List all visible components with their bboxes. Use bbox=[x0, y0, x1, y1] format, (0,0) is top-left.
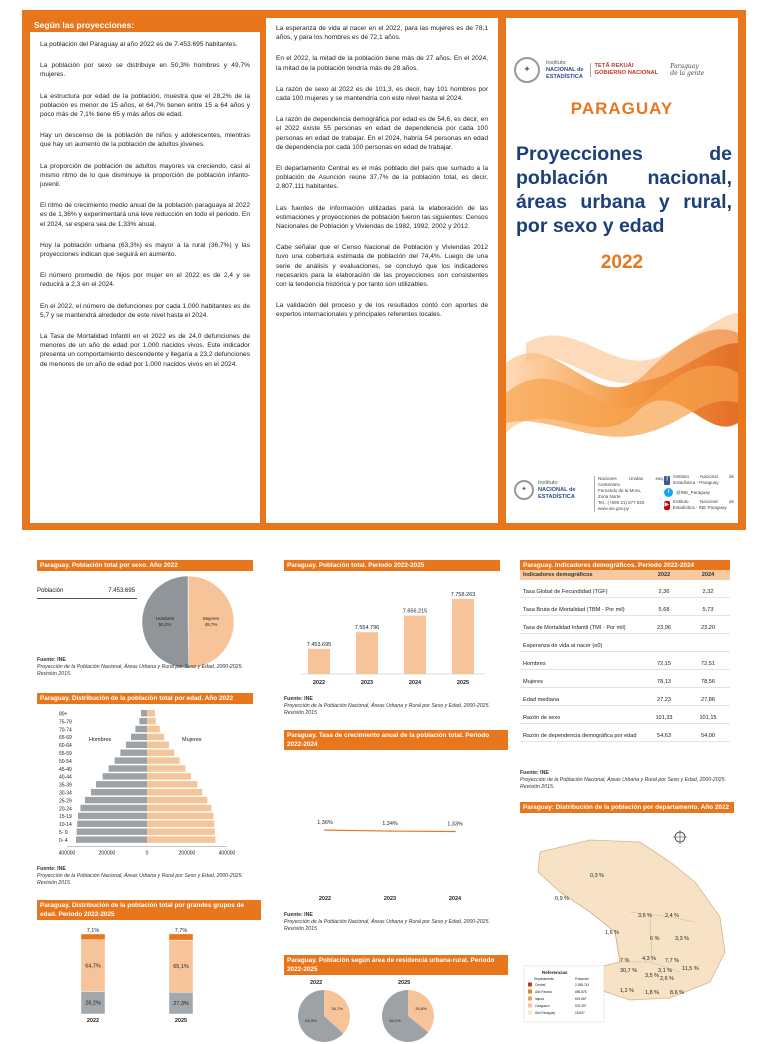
contact-line3: Zona Norte bbox=[598, 494, 621, 499]
urban-rural-year-2022: 2022 bbox=[310, 980, 323, 986]
urban-rural-label: 63,3% bbox=[305, 1017, 317, 1023]
bar-value-label: 7.758.263 bbox=[450, 591, 476, 598]
table-row bbox=[520, 598, 730, 616]
department-pct-label: 4,3 % bbox=[642, 956, 657, 962]
bar-value-label: 7.656.215 bbox=[402, 608, 428, 615]
pyramid-bar-hombres bbox=[96, 781, 147, 787]
pyramid-bar-hombres bbox=[91, 789, 147, 795]
source-label: Fuente: INE bbox=[37, 657, 66, 663]
pyramid-bar-hombres bbox=[85, 797, 147, 803]
source-label: Fuente: INE bbox=[37, 866, 66, 872]
population-row-label: Población bbox=[37, 588, 64, 594]
indicator-value: 23,96 bbox=[642, 616, 686, 634]
pyramid-bar-hombres bbox=[131, 734, 147, 740]
brochure-top-spread bbox=[22, 10, 746, 530]
age-tick-label: 25-29 bbox=[59, 798, 72, 805]
source-label: Fuente: INE bbox=[520, 770, 549, 776]
contact-line5[interactable]: www.ine.gov.py bbox=[598, 506, 629, 511]
col2-paragraphs bbox=[276, 24, 488, 320]
x-tick-label: 200000 bbox=[178, 850, 196, 857]
indicator-value: 2,36 bbox=[642, 580, 686, 598]
social3-label: Instituto Nacional de Estadística - INE Paraguay bbox=[672, 499, 734, 510]
population-row-value: 7.453.695 bbox=[108, 588, 135, 594]
indicators-table bbox=[520, 570, 730, 742]
contact-line2: Fernando de la Mora, bbox=[598, 488, 642, 493]
source-text: Proyección de la Población Nacional, Áreas Urbana y Rural por Sexo y Edad, 2000-2025. Revisión 2015. bbox=[284, 919, 490, 932]
indicator-value: 78,13 bbox=[642, 670, 686, 688]
source-indicators bbox=[520, 770, 730, 791]
social1-label: Instituto Nacional de Estadística - Paraguay bbox=[673, 474, 734, 485]
legend-department: Itapúa bbox=[535, 997, 544, 1001]
panel-title-pie-sex: Paraguay. Población total por sexo. Año 2022 bbox=[37, 560, 253, 571]
paragraph: La población del Paraguay al año 2022 es de 7.453.695 habitantes. bbox=[40, 41, 238, 48]
paragraph: Las fuentes de información utilizadas para la elaboración de las estimaciones y proyecciones de población fueron las siguientes: Censos Nacionales de Población y Viviendas de 1982, 1992, 2002 y 2012. bbox=[276, 204, 488, 231]
legend-swatch bbox=[528, 983, 532, 987]
ine-seal-small-icon: ✦ bbox=[514, 480, 534, 500]
indicator-value: 5,68 bbox=[642, 598, 686, 616]
growth-point bbox=[324, 829, 326, 831]
indicator-label: Edad mediana bbox=[520, 688, 642, 706]
legend-swatch bbox=[528, 1011, 532, 1015]
indicator-value bbox=[642, 634, 686, 652]
paragraph: Hay un descenso de la población de niños y adolescentes, mientras que hay un aumento de la población de adultos jóvenes. bbox=[40, 132, 250, 149]
pyramid-bar-mujeres bbox=[147, 765, 185, 771]
x-tick-label: 2025 bbox=[174, 1018, 188, 1024]
table-row bbox=[520, 634, 730, 652]
pyramid-bar-mujeres bbox=[147, 757, 180, 763]
facebook-icon: f bbox=[664, 476, 670, 485]
source-label: Fuente: INE bbox=[284, 912, 313, 918]
pyramid-bar-mujeres bbox=[147, 726, 160, 732]
segment-label: 65,1% bbox=[173, 964, 189, 971]
orange-wave-graphic bbox=[506, 303, 738, 463]
ine-logo-small bbox=[538, 480, 576, 501]
ine-small-line3: ESTADÍSTICA bbox=[538, 494, 575, 500]
x-tick-label: 2025 bbox=[456, 680, 470, 686]
ine-logo-text bbox=[546, 60, 584, 81]
age-tick-label: 65-69 bbox=[59, 735, 72, 742]
bar bbox=[452, 599, 474, 674]
paragraph: La población por sexo se distribuye en 50,3% hombres y 49,7% mujeres. bbox=[40, 62, 250, 79]
cover-panel bbox=[506, 18, 738, 523]
script-line1: Paraguay bbox=[670, 63, 699, 70]
bar bbox=[404, 616, 426, 674]
pyramid-left-label: Hombres bbox=[89, 737, 112, 743]
panel-title-pyramid: Paraguay. Distribución de la población total por edad. Año 2022 bbox=[37, 693, 253, 704]
x-tick-label: 2022 bbox=[318, 896, 332, 902]
paragraph: En el 2022, la mitad de la población tiene más de 27 años. En el 2024, la mitad de la población tendría más de 28 años. bbox=[276, 55, 488, 72]
panel-title-indicators: Paraguay. Indicadores demográficos. Periodo 2022-2024 bbox=[520, 560, 730, 571]
pyramid-bar-mujeres bbox=[147, 821, 214, 827]
growth-value-label: 1,33% bbox=[447, 821, 463, 828]
bar-value-label: 7.453.695 bbox=[306, 641, 332, 648]
projections-column-1 bbox=[30, 18, 260, 523]
indicator-value: 27,86 bbox=[686, 688, 730, 706]
source-growth bbox=[284, 912, 504, 933]
source-text: Proyección de la Población Nacional, Áreas Urbana y Rural por Sexo y Edad, 2000-2025. Revisión 2015. bbox=[520, 777, 726, 790]
x-tick-label: 400000 bbox=[58, 850, 76, 857]
pie-value-label: 50,3% bbox=[158, 622, 172, 628]
department-pct-label: 1,6 % bbox=[605, 930, 620, 936]
segment-label: 27,3% bbox=[173, 1001, 189, 1008]
government-logo bbox=[590, 63, 659, 77]
legend-value: 856.878 bbox=[575, 990, 587, 994]
pyramid-bar-mujeres bbox=[147, 742, 169, 748]
indicator-value: 101,33 bbox=[642, 706, 686, 724]
social2-label: @INE_Paraguay bbox=[676, 489, 710, 495]
pyramid-bar-mujeres bbox=[147, 836, 215, 842]
compass-cross-icon bbox=[673, 830, 687, 844]
department-pct-label: 30,7 % bbox=[620, 968, 638, 974]
map-legend-header: Población bbox=[575, 977, 589, 981]
age-tick-label: 70-74 bbox=[59, 727, 72, 734]
line-chart-growth-rate bbox=[290, 760, 490, 908]
legend-value: 576.397 bbox=[575, 1004, 587, 1008]
publication-year: 2022 bbox=[600, 252, 644, 273]
pyramid-bar-hombres bbox=[139, 718, 147, 724]
pyramid-bar-hombres bbox=[77, 829, 147, 835]
panel-title-growth: Paraguay. Tasa de crecimiento anual de la población total. Periodo 2022-2024 bbox=[284, 730, 508, 750]
source-pyramid bbox=[37, 866, 262, 887]
indicator-value bbox=[686, 634, 730, 652]
paragraph: Hoy la población urbana (63,3%) es mayor a la rural (36,7%) y las proyecciones indican que seguirá en aumento. bbox=[40, 241, 250, 259]
indicator-value: 2,32 bbox=[686, 580, 730, 598]
source-text: Proyección de la Población Nacional, Áreas Urbana y Rural por Sexo y Edad, 2000-2025. Revisión 2015. bbox=[284, 703, 490, 716]
paragraph: La Tasa de Mortalidad Infantil en el 2022 es de 24,0 defunciones de menores de un año de edad por 1.000 nacidos vivos. Este indicador presenta un comportamiento descendente y llegaría a 23,2 defunciones de menores de un año de edad por 1.000 nacidos vivos en el 2024. bbox=[40, 333, 250, 368]
indicator-value: 54,00 bbox=[686, 724, 730, 742]
x-tick-label: 2023 bbox=[360, 680, 374, 686]
paragraph: El departamento Central es el más poblado del país que sumado a la población de Asunción reúne 37,7% de la población total, es decir, 2.807.111 habitantes. bbox=[276, 165, 488, 191]
stacked-bar-age-groups bbox=[37, 926, 262, 1024]
age-tick-label: 80+ bbox=[59, 711, 68, 718]
legend-swatch bbox=[528, 990, 532, 994]
pyramid-bar-hombres bbox=[115, 757, 147, 763]
indicator-label: Tasa de Mortalidad Infantil (TMI - Por mil) bbox=[520, 616, 642, 634]
table-row bbox=[520, 616, 730, 634]
table-header-2024: 2024 bbox=[686, 570, 730, 580]
source-text: Proyección de la Población Nacional, Áreas Urbana y Rural por Sexo y Edad, 2000-2025. Revisión 2015. bbox=[37, 664, 243, 677]
segment-label: 7,1% bbox=[86, 928, 100, 934]
x-tick-label: 2022 bbox=[312, 680, 326, 686]
ine-line2: NACIONAL de bbox=[546, 66, 584, 73]
pyramid-bar-hombres bbox=[78, 813, 147, 819]
indicator-value: 54,63 bbox=[642, 724, 686, 742]
age-tick-label: 15-19 bbox=[59, 814, 72, 821]
youtube-icon: ▶ bbox=[664, 501, 670, 508]
table-header-2022: 2022 bbox=[642, 570, 686, 580]
age-tick-label: 35-39 bbox=[59, 782, 72, 789]
urban-rural-year-2025: 2025 bbox=[398, 980, 411, 986]
legend-swatch bbox=[528, 997, 532, 1001]
indicator-value: 72,15 bbox=[642, 652, 686, 670]
department-pct-label: 2,4 % bbox=[665, 913, 680, 919]
pyramid-bar-mujeres bbox=[147, 829, 215, 835]
department-pct-label: 3,6 % bbox=[638, 913, 653, 919]
youtube-link[interactable] bbox=[664, 499, 734, 511]
segment-label: 7,7% bbox=[174, 927, 188, 934]
bar bbox=[356, 632, 378, 674]
x-tick-label: 0 bbox=[145, 850, 149, 857]
publication-title: Proyecciones de población nacional, áreas urbana y rural, por sexo y edad bbox=[516, 143, 732, 237]
gov-line2: GOBIERNO NACIONAL bbox=[594, 70, 659, 76]
urban-rural-label: 36,7% bbox=[331, 1006, 343, 1012]
department-pct-label: 1,8 % bbox=[645, 990, 660, 996]
x-tick-label: 2024 bbox=[448, 896, 462, 902]
ine-line3: ESTADÍSTICA bbox=[546, 73, 583, 80]
ine-small-line2: NACIONAL de bbox=[538, 487, 576, 493]
source-text: Proyección de la Población Nacional, Áreas Urbana y Rural por Sexo y Edad, 2000-2025. Revisión 2015. bbox=[37, 873, 243, 886]
department-pct-label: 6 % bbox=[650, 936, 660, 942]
age-tick-label: 20-24 bbox=[59, 806, 72, 813]
x-tick-label: 200000 bbox=[98, 850, 116, 857]
indicator-value: 72,51 bbox=[686, 652, 730, 670]
contact-block bbox=[594, 476, 664, 512]
pyramid-bar-mujeres bbox=[147, 710, 155, 716]
pyramid-bar-mujeres bbox=[147, 718, 156, 724]
age-tick-label: 55-59 bbox=[59, 751, 72, 757]
pyramid-bar-hombres bbox=[120, 750, 147, 756]
indicator-value: 101,15 bbox=[686, 706, 730, 724]
segment-label: 28,2% bbox=[85, 1000, 101, 1007]
indicator-label: Tasa Global de Fecundidad (TGF) bbox=[520, 580, 642, 598]
stacked-segment-65+ bbox=[169, 934, 193, 940]
department-pct-label: 7 % bbox=[620, 958, 630, 964]
legend-value: 18.837 bbox=[575, 1011, 585, 1015]
x-tick-label: 400000 bbox=[218, 850, 236, 857]
department-pct-label: 1,2 % bbox=[620, 988, 635, 994]
source-total-pop bbox=[284, 696, 504, 717]
twitter-link[interactable] bbox=[664, 488, 734, 497]
paragraph: La esperanza de vida al nacer en el 2022, para las mujeres es de 78,1 años, y para los hombres es de 72,1 años. bbox=[276, 25, 488, 42]
x-tick-label: 2023 bbox=[383, 896, 397, 902]
x-tick-label: 2022 bbox=[86, 1018, 100, 1024]
urban-rural-label: 35,8% bbox=[415, 1005, 427, 1011]
projections-column-2 bbox=[266, 18, 498, 523]
paragraph: La estructura por edad de la población, muestra que el 28,2% de la población es menor de 15 años, el 64,7% tienen entre 15 a 64 años y poco más de 7,1% tiene 65 y más años de edad. bbox=[40, 92, 250, 119]
department-pct-label: 0,3 % bbox=[590, 873, 605, 879]
department-pct-label: 2,6 % bbox=[660, 976, 675, 982]
panel-title-map: Paraguay: Distribución de la población por departamento. Año 2022 bbox=[520, 802, 734, 813]
pyramid-bar-mujeres bbox=[147, 773, 191, 779]
pyramid-bar-hombres bbox=[135, 726, 147, 732]
pyramid-bar-hombres bbox=[80, 805, 147, 811]
pyramid-bar-hombres bbox=[109, 765, 147, 771]
indicator-value: 78,56 bbox=[686, 670, 730, 688]
age-tick-label: 40-44 bbox=[59, 774, 72, 781]
pie-urban-rural-2025 bbox=[380, 988, 436, 1044]
department-pct-label: 8,6 % bbox=[670, 990, 685, 996]
pyramid-bar-hombres bbox=[77, 821, 147, 827]
social-block bbox=[664, 474, 734, 511]
pyramid-bar-mujeres bbox=[147, 789, 202, 795]
panel-title-urban-rural: Paraguay. Población según área de residencia urbana-rural. Periodo 2022-2025 bbox=[284, 955, 508, 975]
growth-point bbox=[389, 830, 391, 832]
gov-line1: TETÃ REKUÁI bbox=[594, 63, 634, 69]
department-map bbox=[520, 822, 732, 1024]
paraguay-brand-logo bbox=[670, 63, 704, 77]
back-cover-footer bbox=[514, 468, 734, 518]
stacked-segment-65+ bbox=[81, 934, 105, 940]
table-row bbox=[520, 724, 730, 742]
pie-urban-rural-2022 bbox=[296, 988, 352, 1044]
table-row bbox=[520, 580, 730, 598]
legend-department: Central bbox=[535, 983, 546, 987]
paragraph: La validación del proceso y de los resultados contó con aportes de expertos internacionales y principales referentes locales. bbox=[276, 302, 488, 319]
growth-value-label: 1,34% bbox=[382, 821, 398, 828]
age-tick-label: 60-64 bbox=[59, 743, 72, 750]
twitter-icon: t bbox=[664, 488, 673, 497]
pyramid-bar-mujeres bbox=[147, 805, 211, 811]
source-pie-sex bbox=[37, 657, 262, 678]
table-header-row bbox=[520, 570, 730, 580]
pyramid-bar-mujeres bbox=[147, 797, 207, 803]
legend-department: Caaguazú bbox=[535, 1004, 550, 1008]
pyramid-bar-mujeres bbox=[147, 750, 174, 756]
x-tick-label: 2024 bbox=[408, 680, 422, 686]
bar-chart-total-population bbox=[290, 574, 490, 694]
indicator-label: Esperanza de vida al nacer (e0) bbox=[520, 634, 642, 652]
pyramid-bar-mujeres bbox=[147, 781, 197, 787]
table-row bbox=[520, 706, 730, 724]
facebook-link[interactable] bbox=[664, 474, 734, 486]
bar-value-label: 7.554.796 bbox=[354, 625, 380, 632]
indicator-label: Mujeres bbox=[520, 670, 642, 688]
source-label: Fuente: INE bbox=[284, 696, 313, 702]
indicator-value: 27,23 bbox=[642, 688, 686, 706]
pyramid-bar-hombres bbox=[126, 742, 147, 748]
pyramid-bar-mujeres bbox=[147, 813, 213, 819]
department-pct-label: 3,1 % bbox=[658, 968, 673, 974]
growth-value-label: 1,36% bbox=[317, 820, 333, 827]
paragraph: La proporción de población de adultos mayores va creciendo, casi al mismo ritmo de lo que disminuye la proporción de población infanto-juvenil. bbox=[40, 162, 250, 189]
col1-paragraphs bbox=[40, 40, 250, 369]
indicator-label: Hombres bbox=[520, 652, 642, 670]
indicator-label: Razón de dependencia demográfica por edad bbox=[520, 724, 642, 742]
bar bbox=[308, 649, 330, 674]
department-pct-label: 7,7 % bbox=[665, 958, 680, 964]
growth-point bbox=[454, 831, 456, 833]
paragraph: La razón de sexo al 2022 es de 101,3, es decir, hay 101 hombres por cada 100 mujeres y se mantendría con este nivel hasta el 2024. bbox=[276, 85, 488, 103]
contact-line4: Tel.: (+595 21) 677 920 bbox=[598, 500, 645, 505]
department-pct-label: 3,5 % bbox=[645, 973, 660, 979]
age-tick-label: 75-79 bbox=[59, 719, 72, 726]
segment-label: 64,7% bbox=[85, 963, 101, 970]
legend-department: Alto Paraná bbox=[535, 990, 552, 994]
department-pct-label: 11,5 % bbox=[682, 966, 699, 972]
panel-title-total-pop: Paraguay. Población total. Periodo 2022-2025 bbox=[284, 560, 500, 571]
indicator-label: Razón de sexo bbox=[520, 706, 642, 724]
pyramid-bar-hombres bbox=[103, 773, 147, 779]
department-pct-label: 0,9 % bbox=[555, 896, 570, 902]
paragraph: El número promedio de hijos por mujer en el 2022 es de 2,4 y se reducirá a 2,3 en el 2024. bbox=[40, 272, 250, 289]
indicator-value: 23,20 bbox=[686, 616, 730, 634]
legend-department: Alto Paraguay bbox=[535, 1011, 556, 1015]
ine-small-line1: Instituto bbox=[538, 480, 558, 486]
age-tick-label: 5- 9 bbox=[59, 830, 68, 836]
age-tick-label: 50-54 bbox=[59, 758, 72, 765]
age-tick-label: 45-49 bbox=[59, 766, 72, 773]
paragraph: Cabe señalar que el Censo Nacional de Población y Viviendas 2012 tuvo una cobertura estimada de población del 74,4%. Luego de una serie de análisis y evaluaciones, se concluyó que los indicadores necesarios para la elaboración de las proyecciones son consistentes con la tendencia histórica y por tanto son utilizables. bbox=[276, 244, 488, 289]
script-line2: de la gente bbox=[670, 70, 705, 77]
pie-chart-sex bbox=[140, 574, 236, 670]
table-row bbox=[520, 652, 730, 670]
department-pct-label: 3,3 % bbox=[675, 936, 690, 942]
map-legend-title: Referencias bbox=[542, 970, 568, 975]
pyramid-bar-mujeres bbox=[147, 734, 164, 740]
indicator-label: Tasa Bruta de Mortalidad (TBM - Por mil) bbox=[520, 598, 642, 616]
pie-label: Mujeres bbox=[202, 615, 220, 621]
pie-value-label: 49,7% bbox=[204, 621, 218, 627]
pyramid-bar-hombres bbox=[76, 836, 147, 842]
population-pyramid bbox=[37, 706, 262, 866]
urban-rural-label: 64,2% bbox=[389, 1018, 401, 1024]
logo-row bbox=[514, 50, 730, 90]
paragraph: En el 2022, el número de defunciones por cada 1.000 habitantes es de 5,7 y se mantendrá alrededor de este nivel hasta el 2024. bbox=[40, 302, 250, 319]
age-tick-label: 30-34 bbox=[59, 790, 72, 797]
legend-value: 2.288.743 bbox=[575, 983, 590, 987]
contact-line1: Naciones Unidas esq. Centenario bbox=[598, 476, 664, 487]
indicator-value: 5,73 bbox=[686, 598, 730, 616]
country-title: PARAGUAY bbox=[570, 99, 674, 118]
section-header: Según las proyecciones: bbox=[30, 18, 260, 32]
age-tick-label: 10-14 bbox=[59, 822, 72, 829]
map-legend-header: Departamento bbox=[534, 977, 555, 981]
pie-label: Hombres bbox=[155, 616, 175, 622]
legend-value: 619.687 bbox=[575, 997, 587, 1001]
ine-line1: Instituto bbox=[546, 59, 566, 66]
paragraph: El ritmo de crecimiento medio anual de la población paraguaya al 2022 es de 1,36% y experimentará una leve reducción en todo el periodo. En el 2024, se espera sea de 1,33% anual. bbox=[40, 202, 250, 228]
population-row bbox=[37, 588, 137, 599]
pyramid-right-label: Mujeres bbox=[182, 737, 202, 743]
table-header-indicator: Indicadores demográficos bbox=[520, 570, 642, 580]
paragraph: La razón de dependencia demográfica por edad es de 54,6, es decir, en el 2022 existe 55 personas en edad de dependencia por cada 100 personas en edad de trabajar. En el 2024, habría 54 personas en edad de dependencia por cada 100 personas en edad de trabajar. bbox=[276, 116, 488, 151]
pyramid-bar-hombres bbox=[141, 710, 147, 716]
table-row bbox=[520, 688, 730, 706]
ine-seal-icon: ✦ bbox=[514, 57, 540, 83]
legend-swatch bbox=[528, 1004, 532, 1008]
age-tick-label: 0- 4 bbox=[59, 837, 68, 844]
panel-title-age-groups: Paraguay. Distribución de la población total por grandes grupos de edad. Periodo 2022-2025 bbox=[37, 900, 261, 920]
table-row bbox=[520, 670, 730, 688]
